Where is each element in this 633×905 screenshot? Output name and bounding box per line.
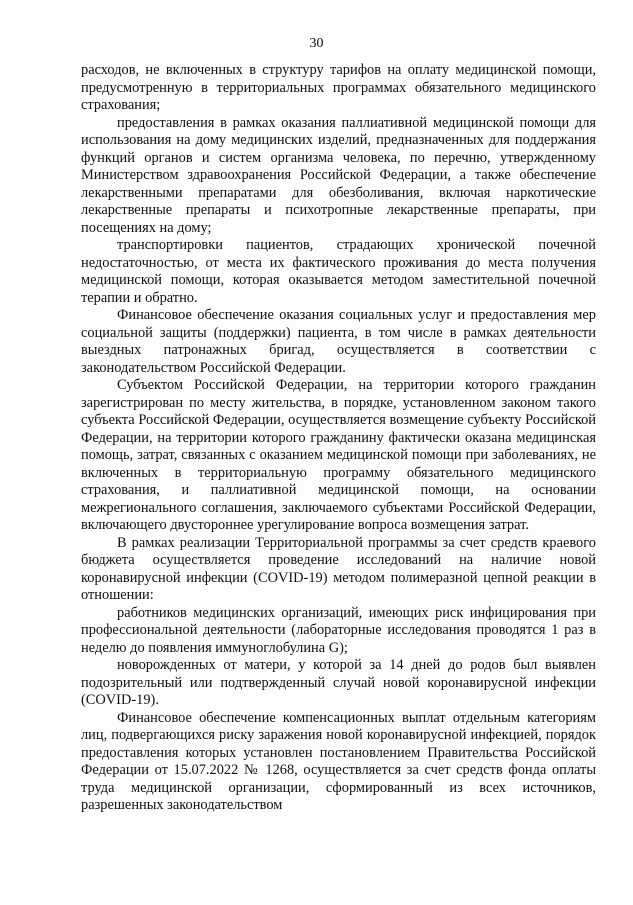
page-number: 30	[309, 36, 324, 51]
paragraph-social-services-funding: Финансовое обеспечение оказания социальных услуг и предоставления мер социальной защиты (поддержки) пациента, в том числе в рамках деятельности выездных патронажных бригад, осуществляется в соответствии с законодательством Российской Федерации.	[81, 307, 596, 376]
paragraph-compensation-payments: Финансовое обеспечение компенсационных выплат отдельным категориям лиц, подвергающихся риску заражения новой коронавирусной инфекцией, порядок предоставления которых установлен постановлением Правительства Российской Федерации от 15.07.2022 № 1268, осуществляется за счет средств фонда оплаты труда медицинской организации, сформированный из всех источников, разрешенных законодательством	[81, 709, 596, 813]
paragraph-medical-workers-testing: работников медицинских организаций, имеющих риск инфицирования при профессиональной деятельности (лабораторные исследования проводятся 1 раз в неделю до появления иммуноглобулина G);	[81, 604, 596, 656]
paragraph-covid-testing: В рамках реализации Территориальной программы за счет средств краевого бюджета осуществляется проведение исследований на наличие новой коронавирусной инфекции (COVID-19) методом полимеразной цепной реакции в отношении:	[81, 534, 596, 603]
document-body	[81, 62, 596, 815]
paragraph-interregional-reimbursement: Субъектом Российской Федерации, на территории которого гражданин зарегистрирован по месту жительства, в порядке, установленном законом такого субъекта Российской Федерации, осуществляется возмещение субъекту Российской Федерации, на территории которого гражданину фактически оказана медицинская помощь, затрат, связанных с оказанием медицинской помощи при заболеваниях, не включенных в территориальную программу обязательного медицинского страхования, и паллиативной медицинской помощи, на основании межрегионального соглашения, заключаемого субъектами Российской Федерации, включающего двустороннее урегулирование вопроса возмещения затрат.	[81, 377, 596, 533]
paragraph-dialysis-transport: транспортировки пациентов, страдающих хронической почечной недостаточностью, от места их фактического проживания до места получения медицинской помощи, которая оказывается методом заместительной почечной терапии и обратно.	[81, 237, 596, 306]
paragraph-expenses-not-in-tariffs: расходов, не включенных в структуру тарифов на оплату медицинской помощи, предусмотренную в территориальных программах обязательного медицинского страхования;	[81, 62, 596, 113]
paragraph-newborn-testing: новорожденных от матери, у которой за 14 дней до родов был выявлен подозрительный или подтвержденный случай новой коронавирусной инфекции (COVID-19).	[81, 657, 596, 708]
paragraph-palliative-home-devices: предоставления в рамках оказания паллиативной медицинской помощи для использования на дому медицинских изделий, предназначенных для поддержания функций органов и систем организма человека, по перечню, утвержденному Министерством здравоохранения Российской Федерации, а также обеспечение лекарственными препаратами для обезболивания, включая наркотические лекарственные препараты и психотропные лекарственные препараты, при посещениях на дому;	[81, 114, 596, 236]
